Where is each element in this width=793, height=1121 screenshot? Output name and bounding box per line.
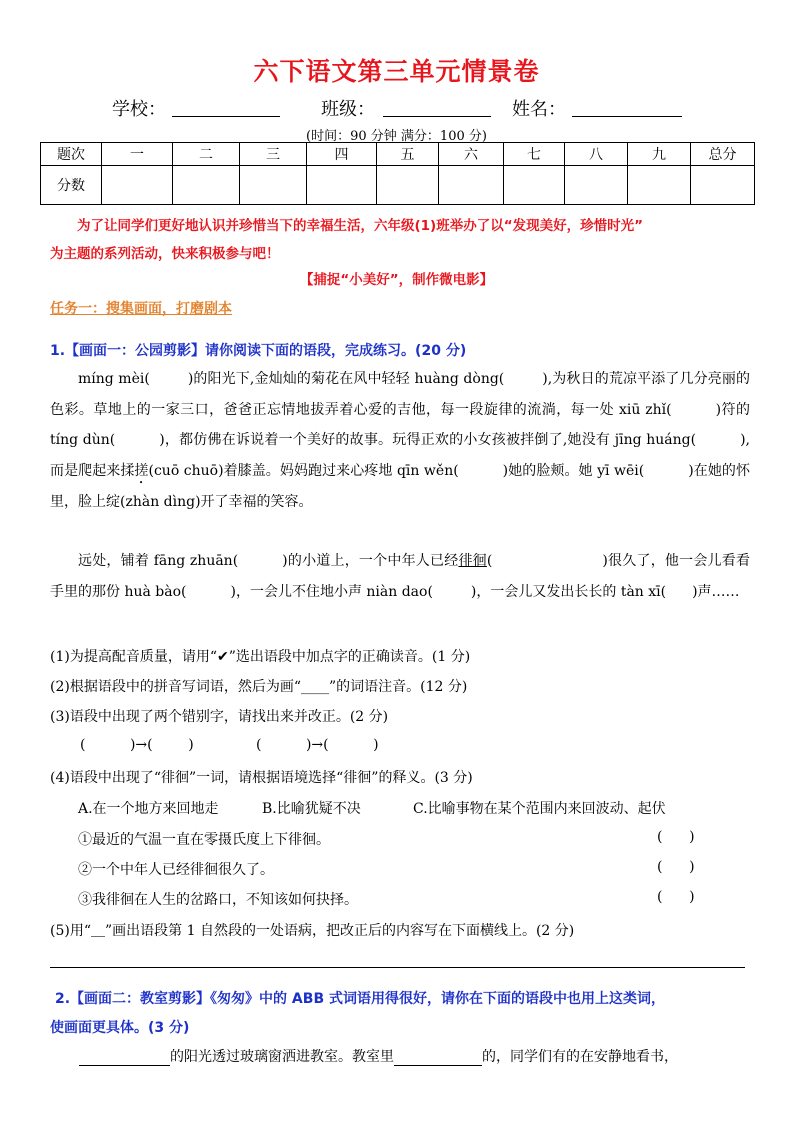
activity-slogan: 【捕捉“小美好”，制作微电影】 bbox=[299, 272, 494, 288]
underlined-word: 徘徊 bbox=[458, 553, 487, 569]
answer-line[interactable] bbox=[50, 967, 745, 968]
passage-text: )的小道上，一个中年人已经 bbox=[282, 553, 459, 569]
passage-text: 远处，铺着 fāng zhuān( bbox=[78, 553, 239, 569]
passage-text: míng mèi( bbox=[78, 371, 150, 387]
passage-text: (cuō chuō)着膝盖。妈妈跑过来心疼地 qīn wěn( bbox=[148, 462, 459, 479]
intro-line-1: 为了让同学们更好地认识并珍惜当下的幸福生活，六年级(1)班举办了以“发现美好，珍惜时光” bbox=[77, 218, 643, 234]
task-one-heading: 任务一：搜集画面，打磨剧本 bbox=[50, 301, 232, 317]
score-row-label: 分数 bbox=[41, 166, 102, 205]
passage-text: )很久了，他一会儿看看手里的那份 huà bào( bbox=[50, 553, 750, 600]
passage-paragraph-1 bbox=[50, 364, 750, 517]
school-label: 学校： bbox=[112, 99, 166, 120]
passage-text: )，一会儿又发出长长的 tàn xī( bbox=[470, 583, 667, 600]
question-2-heading-line-1: 2.【画面二：教室剪影】《匆匆》中的 ABB 式词语用得很好，请你在下面的语段中也用上这类词， bbox=[55, 991, 665, 1007]
passage-text: 的，同学们有的在安静地看书， bbox=[482, 1049, 678, 1065]
abb-word-blank[interactable] bbox=[79, 1051, 170, 1066]
intro-text bbox=[50, 212, 755, 268]
score-cell[interactable] bbox=[565, 166, 628, 205]
passage-text: ),而是爬起来揉 bbox=[50, 432, 750, 479]
intro-line-2: 为主题的系列活动，快来积极参与吧！ bbox=[50, 246, 280, 262]
score-header-cell: 题次 bbox=[41, 143, 102, 166]
passage-text: )声…… bbox=[692, 583, 740, 600]
subquestion-3: (3)语段中出现了两个错别字，请找出来并改正。(2 分) bbox=[50, 709, 389, 725]
time-note: (时间：90 分钟 满分：100 分) bbox=[306, 129, 487, 144]
score-cell[interactable] bbox=[173, 166, 240, 205]
score-header-cell: 三 bbox=[240, 143, 307, 166]
subquestion-5: (5)用“＿”画出语段第 1 自然段的一处语病，把改正后的内容写在下面横线上。(2 分) bbox=[50, 923, 575, 939]
answer-parentheses[interactable]: ( ) bbox=[657, 829, 695, 845]
meaning-item-1: ①最近的气温一直在零摄氏度上下徘徊。 bbox=[78, 832, 330, 848]
answer-parentheses[interactable]: ( ) bbox=[657, 889, 695, 905]
name-label: 姓名： bbox=[512, 99, 566, 120]
score-table-score-row bbox=[41, 166, 755, 205]
subquestion-4: (4)语段中出现了“徘徊”一词，请根据语境选择“徘徊”的释义。(3 分) bbox=[50, 770, 473, 786]
answer-parentheses[interactable]: ( ) bbox=[657, 859, 695, 875]
class-field[interactable] bbox=[383, 116, 491, 117]
score-cell[interactable] bbox=[377, 166, 439, 205]
score-cell[interactable] bbox=[439, 166, 504, 205]
question-2-heading-line-2: 使画面更具体。(3 分) bbox=[50, 1020, 190, 1036]
score-cell[interactable] bbox=[504, 166, 565, 205]
score-header-cell: 一 bbox=[102, 143, 173, 166]
subquestion-2: (2)根据语段中的拼音写词语，然后为画“____”的词语注音。(12 分) bbox=[50, 679, 468, 695]
passage-text: ),为秋日的荒凉平添了几分亮丽的色彩。草地上的一家三口，爸爸正忘情地拔弄着心爱的吉他，每一段旋律的流淌，每一处 xiū zhǐ( bbox=[50, 371, 750, 418]
score-header-cell: 九 bbox=[628, 143, 691, 166]
class-label: 班级： bbox=[321, 99, 375, 120]
passage-text: )她的脸颊。她 yī wēi( bbox=[502, 462, 645, 479]
typo-answer-blanks[interactable]: ( )→( ) ( )→( ) bbox=[80, 737, 379, 753]
score-header-cell: 六 bbox=[439, 143, 504, 166]
dotted-character: 搓 bbox=[134, 462, 149, 479]
score-header-cell: 四 bbox=[307, 143, 377, 166]
score-header-cell: 七 bbox=[504, 143, 565, 166]
question-2-passage-line bbox=[50, 1046, 750, 1066]
passage-text: (zhàn dìng)开了幸福的笑容。 bbox=[120, 493, 313, 510]
subquestion-1: (1)为提高配音质量，请用“✔”选出语段中加点字的正确读音。(1 分) bbox=[50, 649, 471, 665]
score-table-header-row bbox=[41, 143, 755, 166]
page-title: 六下语文第三单元情景卷 bbox=[253, 57, 540, 86]
score-cell[interactable] bbox=[307, 166, 377, 205]
score-header-cell: 五 bbox=[377, 143, 439, 166]
score-cell[interactable] bbox=[102, 166, 173, 205]
passage-text: )，一会儿不住地小声 niàn dao( bbox=[230, 583, 433, 600]
passage-paragraph-2 bbox=[50, 546, 750, 607]
passage-text: )的阳光下,金灿灿的菊花在风中轻轻 huàng dòng( bbox=[187, 371, 505, 387]
question-2-heading bbox=[50, 985, 750, 1043]
score-cell[interactable] bbox=[628, 166, 691, 205]
score-header-cell: 二 bbox=[173, 143, 240, 166]
score-cell[interactable] bbox=[691, 166, 755, 205]
name-field[interactable] bbox=[572, 116, 682, 117]
meaning-item-2: ②一个中年人已经徘徊很久了。 bbox=[78, 862, 274, 878]
option-a: A.在一个地方来回地走 bbox=[78, 801, 219, 817]
meaning-item-3: ③我徘徊在人生的岔路口，不知该如何抉择。 bbox=[78, 892, 358, 908]
passage-text: )符的 tíng dùn( bbox=[50, 401, 750, 448]
score-table bbox=[40, 142, 755, 205]
score-cell[interactable] bbox=[240, 166, 307, 205]
passage-text: ( bbox=[486, 553, 493, 569]
passage-text: )在她的怀里，脸上绽 bbox=[50, 462, 750, 510]
score-header-cell: 八 bbox=[565, 143, 628, 166]
question-1-heading: 1.【画面一：公园剪影】请你阅读下面的语段，完成练习。(20 分) bbox=[50, 343, 467, 359]
option-c: C.比喻事物在某个范围内来回波动、起伏 bbox=[413, 801, 666, 817]
option-b: B.比喻犹疑不决 bbox=[262, 801, 361, 817]
passage-text: )，都仿佛在诉说着一个美好的故事。玩得正欢的小女孩被拌倒了,她没有 jīng huáng( bbox=[159, 432, 697, 448]
school-field[interactable] bbox=[172, 116, 280, 117]
abb-word-blank[interactable] bbox=[394, 1051, 482, 1066]
score-header-cell: 总分 bbox=[691, 143, 755, 166]
passage-text: 的阳光透过玻璃窗洒进教室。教室里 bbox=[170, 1049, 394, 1065]
